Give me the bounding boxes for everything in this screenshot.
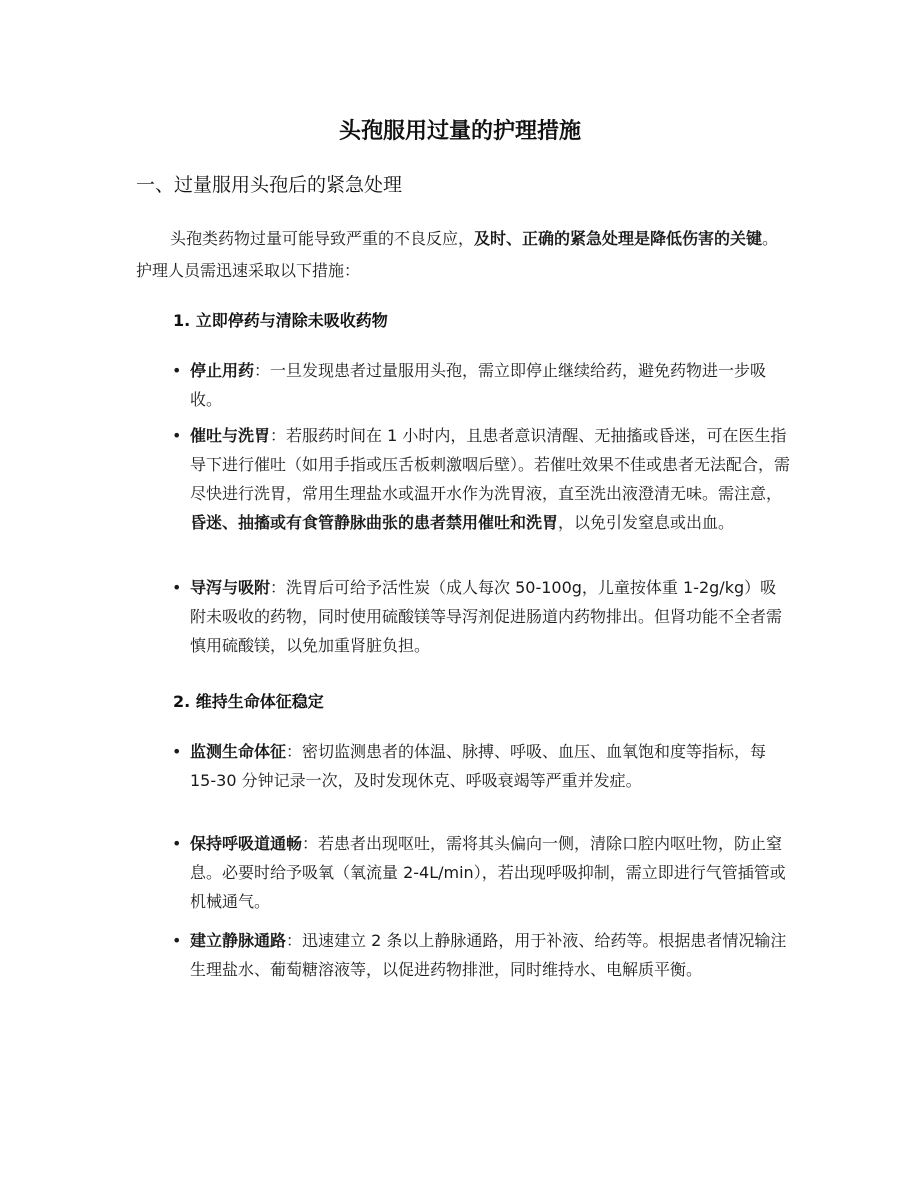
item-lead: 导泻与吸附 — [190, 578, 271, 597]
list-item — [172, 573, 790, 660]
item-text: ：洗胃后可给予活性炭（成人每次 50-100g，儿童按体重 1-2g/kg）吸附未吸收的药物，同时使用硫酸镁等导泻剂促进肠道内药物排出。但肾功能不全者需慎用硫酸镁，以免加重肾脏负担。 — [190, 578, 783, 655]
intro-paragraph — [136, 223, 786, 287]
item-text: ：若患者出现呕吐，需将其头偏向一侧，清除口腔内呕吐物，防止窒息。必要时给予吸氧（氧流量 2-4L/min），若出现呼吸抑制，需立即进行气管插管或机械通气。 — [190, 834, 786, 911]
item-lead: 停止用药 — [190, 361, 255, 380]
intro-emphasis: 及时、正确的紧急处理是降低伤害的关键 — [474, 229, 763, 248]
subsection-heading: 2. 维持生命体征稳定 — [173, 692, 324, 711]
intro-text: 头孢类药物过量可能导致严重的不良反应， — [170, 229, 475, 248]
subsection-heading: 1. 立即停药与清除未吸收药物 — [173, 311, 388, 330]
item-lead: 监测生命体征 — [190, 742, 287, 761]
item-emphasis: 昏迷、抽搐或有食管静脉曲张的患者禁用催吐和洗胃 — [190, 513, 559, 532]
item-text: ：一旦发现患者过量服用头孢，需立即停止继续给药，避免药物进一步吸收。 — [190, 361, 767, 409]
bullet-icon: • — [172, 426, 182, 445]
bullet-icon: • — [172, 361, 182, 380]
bullet-icon: • — [172, 931, 182, 950]
list-item — [172, 829, 790, 916]
list-item — [172, 421, 791, 537]
bullet-icon: • — [172, 578, 182, 597]
bullet-icon: • — [172, 742, 182, 761]
item-text: ：若服药时间在 1 小时内，且患者意识清醒、无抽搐或昏迷，可在医生指导下进行催吐（如用手指或压舌板刺激咽后壁）。若催吐效果不佳或患者无法配合，需尽快进行洗胃，常用生理盐水或温开水作为洗胃液，直至洗出液澄清无味。需注意， — [190, 426, 791, 503]
bullet-icon: • — [172, 834, 182, 853]
intro-text-end: 。护理人员需迅速采取以下措施： — [136, 229, 779, 280]
list-item — [172, 356, 790, 414]
list-item — [172, 926, 790, 984]
list-item — [172, 737, 790, 795]
item-lead: 保持呼吸道通畅 — [190, 834, 303, 853]
section-heading: 一、过量服用头孢后的紧急处理 — [136, 174, 403, 196]
item-text: ：迅速建立 2 条以上静脉通路，用于补液、给药等。根据患者情况输注生理盐水、葡萄糖溶液等，以促进药物排泄，同时维持水、电解质平衡。 — [190, 931, 787, 979]
item-text-end: ，以免引发窒息或出血。 — [558, 513, 735, 532]
item-text: ：密切监测患者的体温、脉搏、呼吸、血压、血氧饱和度等指标，每 15-30 分钟记录一次，及时发现休克、呼吸衰竭等严重并发症。 — [190, 742, 767, 790]
page-title: 头孢服用过量的护理措施 — [338, 119, 581, 144]
item-lead: 催吐与洗胃 — [190, 426, 271, 445]
item-lead: 建立静脉通路 — [190, 931, 287, 950]
